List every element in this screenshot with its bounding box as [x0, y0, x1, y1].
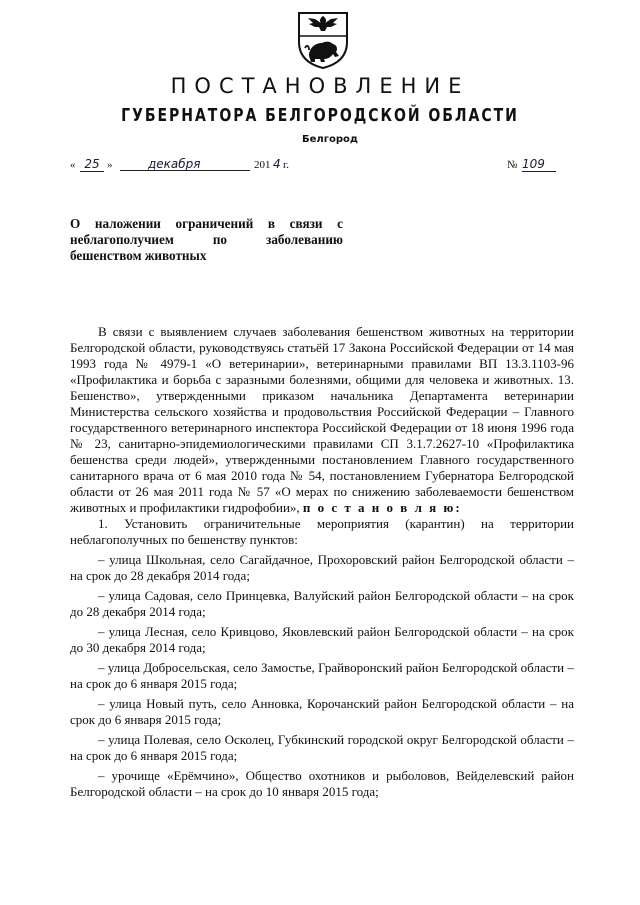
date-number-row	[70, 157, 590, 173]
date-year-digit: 4	[273, 157, 281, 171]
list-item: – улица Школьная, село Сагайдачное, Прохоровский район Белгородской области – на срок до 28 декабря 2014 года;	[70, 552, 574, 583]
list-item: – улица Садовая, село Принцевка, Валуйский район Белгородской области – на срок до 28 декабря 2014 года;	[70, 588, 574, 619]
document-body	[70, 324, 574, 800]
list-item: – улица Лесная, село Кривцово, Яковлевский район Белгородской области – на срок до 30 декабря 2014 года;	[70, 624, 574, 655]
list-item: – улица Добросельская, село Замостье, Грайворонский район Белгородской области – на срок до 6 января 2015 года;	[70, 660, 574, 691]
subject-line: неблагополучием по заболеванию	[70, 232, 343, 247]
date-year-suffix: г.	[283, 159, 290, 171]
city-label: Белгород	[302, 134, 358, 145]
number-label: №	[507, 159, 518, 171]
coat-of-arms-emblem	[295, 10, 351, 70]
document-subject	[70, 216, 343, 264]
item-1-paragraph: 1. Установить ограничительные мероприятия (карантин) на территории неблагополучных по бешенству пунктов:	[70, 516, 574, 547]
issuer-title: ГУБЕРНАТОРА БЕЛГОРОДСКОЙ ОБЛАСТИ	[121, 105, 519, 126]
list-item: – улица Полевая, село Осколец, Губкинский городской округ Белгородской области – на срок до 6 января 2015 года;	[70, 732, 574, 763]
resolve-word: п о с т а н о в л я ю:	[302, 500, 462, 515]
subject-line: О наложении ограничений в связи с	[70, 216, 343, 231]
document-title: ПОСТАНОВЛЕНИЕ	[170, 74, 470, 98]
preamble-text: В связи с выявлением случаев заболевания бешенством животных на территории Белгородской области, руководствуясь статьёй 17 Закона Российской Федерации от 14 мая 1993 года № 4979-1 «О ветеринарии», ветеринарными правилами ВП 13.3.1103-96 «Профилактика и борьба с заразными болезнями, общими для человека и животных. 13. Бешенство», утвержденными приказом начальника Департамента ветеринарии Министерства сельского хозяйства и продовольствия Российской Федерации – Главного государственного ветеринарного инспектора Российской Федерации от 18 июня 1996 года № 23, санитарно-эпидемиологическими правилами СП 3.1.7.2627-10 «Профилактика бешенства среди людей», утвержденными постановлением Главного государственного санитарного врача от 6 мая 2010 года № 54, постановлением Губернатора Белгородской области от 26 мая 2011 года № 57 «О мерах по снижению заболеваемости бешенством животных и профилактики гидрофобии»,	[70, 324, 574, 515]
list-item: – урочище «Ерёмчино», Общество охотников и рыболовов, Вейделевский район Белгородской области – на срок до 10 января 2015 года;	[70, 768, 574, 799]
date-month: декабря	[120, 157, 250, 171]
date-year-prefix: 201	[254, 159, 271, 171]
document-number: 109	[522, 157, 556, 172]
list-item: – улица Новый путь, село Анновка, Корочанский район Белгородской области – на срок до 6 января 2015 года;	[70, 696, 574, 727]
subject-line: бешенством животных	[70, 248, 207, 263]
date-open-quote: «	[70, 159, 76, 171]
date-close-quote: »	[107, 159, 113, 171]
preamble-paragraph	[70, 324, 574, 516]
date-day: 25	[80, 157, 104, 172]
